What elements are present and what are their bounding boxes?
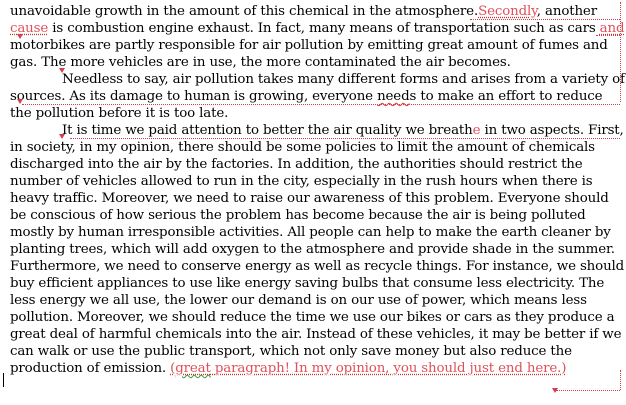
comment-insertion[interactable]: [170, 361, 566, 376]
balloon-connector: [620, 370, 621, 390]
comment-open: (: [170, 361, 176, 376]
text-line: [10, 360, 566, 377]
insertion-marker-icon: [59, 68, 65, 73]
inserted-text[interactable]: cause: [10, 21, 49, 36]
text-line: motorbikes are partly responsible for air pollution by emitting great amount of fumes and: [10, 38, 608, 53]
text-run: s to make an effort to reduce: [409, 89, 603, 104]
text-run: sources. As its damage to human is growing, everyone: [10, 89, 378, 104]
balloon-connector: [556, 390, 620, 391]
inserted-text[interactable]: and: [599, 21, 625, 36]
change-bar: [3, 373, 4, 387]
text-line: [62, 122, 624, 139]
balloon-connector: [70, 138, 620, 139]
text-line: number of vehicles allowed to run in the city, especially in the rush hours when there is: [10, 174, 593, 189]
comment-text: paragraph! In my opinion, you should just end here.): [210, 361, 567, 376]
text-line: Furthermore, we need to conserve energy as well as recycle things. For instance, we should: [10, 259, 625, 274]
text-line: pollution. Moreover, we should reduce the time we use our bikes or cars as they produce a: [10, 310, 615, 325]
inserted-text[interactable]: Secondly: [478, 4, 537, 19]
text-line: discharged into the air by the factories. In addition, the authorities should restrict the: [10, 157, 583, 172]
balloon-connector: [620, 2, 621, 102]
text-line: in society, in my opinion, there should be some policies to limit the amount of chemicals: [10, 140, 595, 155]
text-line: [10, 88, 602, 105]
text-run: production of emission.: [10, 361, 171, 376]
text-line: gas. The more vehicles are in use, the more contaminated the air becomes.: [10, 55, 511, 70]
text-line: Needless to say, air pollution takes many different forms and arises from a variety of: [62, 72, 625, 87]
insertion-marker-icon: [59, 134, 65, 139]
text-line: great deal of harmful chemicals into the air. Instead of these vehicles, it may be better if we: [10, 327, 622, 342]
text-run: , another: [536, 4, 597, 19]
spelling-error[interactable]: need: [377, 89, 410, 104]
text-run: in two aspects. First,: [480, 123, 624, 138]
inserted-text[interactable]: e: [472, 123, 481, 138]
balloon-connector: [22, 104, 620, 105]
text-line: planting trees, which will add oxygen to the atmosphere and provide shade in the summer.: [10, 242, 615, 257]
text-line: [10, 3, 597, 20]
text-run: unavoidable growth in the amount of this chemical in the atmosphere.: [10, 4, 479, 19]
text-line: heavy traffic. Moreover, we need to raise our awareness of this problem. Everyone should: [10, 191, 609, 206]
text-line: less energy we all use, the lower our demand is on our use of power, which means less: [10, 293, 587, 308]
text-run: is combustion engine exhaust. In fact, many means of transportation such as cars: [48, 21, 600, 36]
text-run: It is time we paid attention to better the air quality we breath: [62, 123, 473, 138]
text-line: mostly by human irresponsible activities. All people can help to make the earth cleaner by: [10, 225, 611, 240]
text-line: [10, 20, 624, 37]
insertion-marker-icon: [552, 388, 558, 393]
grammar-flag[interactable]: great: [175, 361, 211, 376]
text-line: be conscious of how serious the problem has become because the air is being polluted: [10, 208, 586, 223]
text-line: can walk or use the public transport, which not only save money but also reduce the: [10, 344, 572, 359]
insertion-marker-icon: [17, 99, 23, 104]
balloon-connector: [596, 35, 620, 36]
balloon-connector: [470, 19, 620, 20]
text-line: the pollution before it is too late.: [10, 106, 229, 121]
text-line: buy efficient appliances to use like energy saving bulbs that consume less electricity. The: [10, 276, 605, 291]
insertion-marker-icon: [17, 34, 23, 39]
